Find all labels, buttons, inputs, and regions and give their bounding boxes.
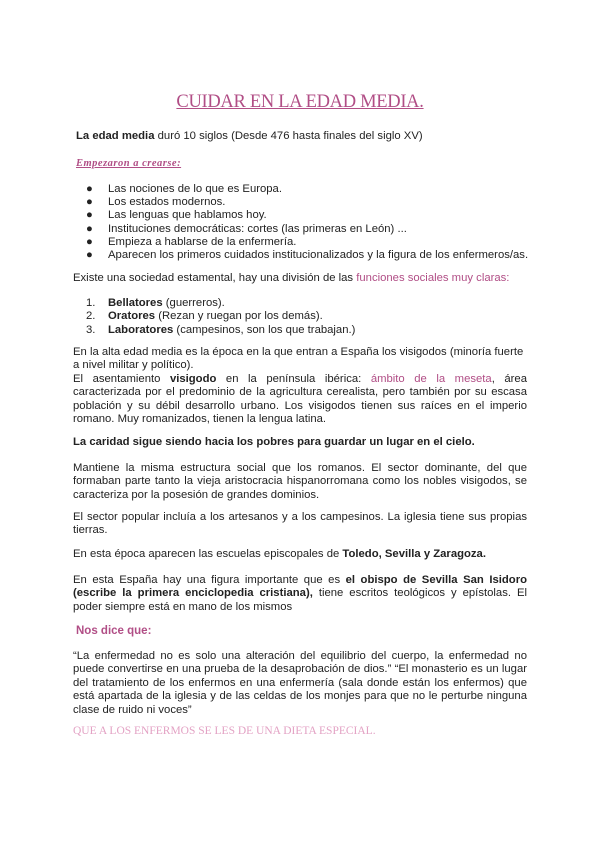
bullet-list [86, 183, 528, 262]
intro-rest: duró 10 siglos (Desde 476 hasta finales del siglo XV) [154, 130, 423, 142]
bullet-icon: ● [86, 209, 93, 222]
bullet-icon: ● [86, 222, 93, 235]
popular-paragraph: El sector popular incluía a los artesanos y a los campesinos. La iglesia tiene sus propias tierras. [73, 511, 527, 537]
society-highlight: funciones sociales muy claras: [356, 272, 510, 284]
bullet-icon: ● [86, 248, 93, 261]
isidoro-paragraph: En esta España hay una figura importante que es el obispo de Sevilla San Isidoro (escribe la primera enciclopedia cristiana), tiene escritos teológicos y epístolas. El poder siempre está en mano de los mismos [73, 574, 527, 613]
list-item: ● Las lenguas que hablamos hoy. [86, 209, 267, 222]
list-item: ● Los estados modernos. [86, 196, 226, 209]
page-title: CUIDAR EN LA EDAD MEDIA. [176, 92, 424, 112]
visigodos-paragraph-2: El asentamiento visigodo en la península ibérica: ámbito de la meseta, área caracterizada por el predominio de la agricultura cerealista, pero también por su escasa población y su débil desarrollo urbano. Los visigodos tienen sus raíces en el imperio romano. Muy romanizados, tienen la lengua latina. [73, 373, 527, 426]
nos-dice-heading: Nos dice que: [76, 625, 152, 637]
list-item: ● Aparecen los primeros cuidados institucionalizados y la figura de los enfermeros/as. [86, 248, 529, 261]
intro-paragraph [76, 130, 530, 143]
bullet-icon: ● [86, 196, 93, 209]
quote-paragraph: “La enfermedad no es solo una alteración del equilibrio del cuerpo, la enfermedad no puede convertirse en una prueba de la desaprobación de dios.” “El monasterio es un lugar del tratamiento de los enfermos en una enfermería (sala donde están los enfermos) que está apartada de la iglesia y de las celdas de los monjes para que no le perturbe ninguna clase de ruido ni voces” [73, 650, 527, 716]
list-item: 1. Bellatores (guerreros). [86, 297, 225, 309]
estructura-paragraph: Mantiene la misma estructura social que los romanos. El sector dominante, del que formaban parte tanto la vieja aristocracia hispanorromana como los nobles visigodos, se caracteriza por la posesión de grandes dominios. [73, 462, 527, 501]
section-heading [76, 157, 530, 170]
list-item: ● Las nociones de lo que es Europa. [86, 183, 282, 195]
intro-bold: La edad media [76, 130, 155, 142]
final-heading: QUE A LOS ENFERMOS SE LES DE UNA DIETA ESPECIAL. [73, 725, 376, 737]
bullet-icon: ● [86, 183, 93, 195]
list-item: ● Instituciones democráticas: cortes (las primeras en León) ... [86, 222, 407, 235]
society-paragraph: Existe una sociedad estamental, hay una división de las funciones sociales muy claras: [73, 272, 510, 284]
visigodos-paragraph-1: En la alta edad media es la época en la que entran a España los visigodos (minoría fuerte a nivel militar y político). [73, 346, 524, 372]
list-item: 2. Oratores (Rezan y ruegan por los demás). [86, 310, 323, 323]
list-item: ● Empieza a hablarse de la enfermería. [86, 235, 297, 248]
escuelas-paragraph: En esta época aparecen las escuelas episcopales de Toledo, Sevilla y Zaragoza. [73, 548, 486, 560]
caridad-paragraph: La caridad sigue siendo hacia los pobres para guardar un lugar en el cielo. [73, 436, 475, 448]
orders-list [86, 297, 355, 337]
list-item: 3. Laboratores (campesinos, son los que trabajan.) [86, 323, 356, 336]
bullet-icon: ● [86, 235, 93, 248]
section-heading-text: Empezaron a crearse: [76, 158, 182, 169]
